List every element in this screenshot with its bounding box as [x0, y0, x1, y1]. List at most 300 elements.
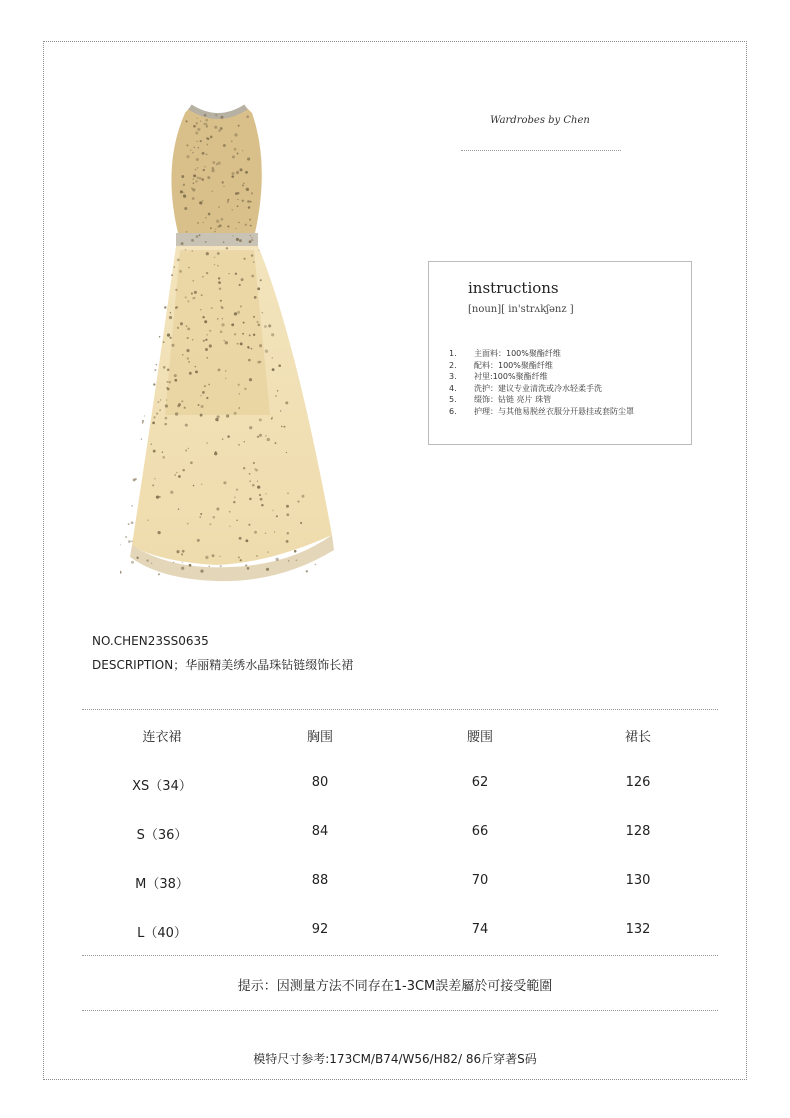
- sequin-dot: [147, 519, 148, 520]
- sequin-dot: [229, 526, 230, 527]
- sequin-dot: [171, 274, 173, 276]
- sequin-dot: [249, 480, 250, 481]
- sequin-dot: [275, 395, 277, 397]
- sequin-dot: [152, 422, 155, 425]
- list-item: [449, 371, 634, 383]
- sequin-dot: [162, 456, 165, 459]
- sequin-dot: [212, 161, 215, 164]
- sequin-dot: [234, 333, 236, 335]
- sequin-dot: [186, 155, 189, 158]
- sequin-dot: [199, 516, 200, 517]
- sequin-dot: [287, 532, 289, 534]
- list-item: [449, 383, 634, 395]
- sequin-dot: [231, 141, 232, 142]
- sequin-dot: [197, 167, 198, 168]
- sequin-dot: [200, 513, 202, 515]
- sequin-dot: [214, 264, 215, 265]
- sequin-dot: [234, 133, 237, 136]
- sequin-dot: [287, 492, 289, 494]
- sequin-dot: [216, 419, 219, 422]
- sequin-dot: [251, 239, 253, 241]
- sequin-dot: [272, 368, 275, 371]
- dress-image: [120, 95, 370, 600]
- sequin-dot: [131, 505, 132, 506]
- sequin-dot: [294, 550, 297, 553]
- sequin-dot: [176, 306, 178, 308]
- sequin-dot: [214, 256, 216, 258]
- sequin-dot: [202, 152, 205, 155]
- sequin-dot: [187, 357, 189, 359]
- size-cell: XS（34）: [132, 779, 192, 794]
- list-item-number: 6.: [449, 406, 457, 416]
- sequin-dot: [238, 556, 240, 558]
- bust-cell: 84: [311, 824, 329, 839]
- sequin-dot: [240, 168, 243, 171]
- sequin-dot: [154, 369, 156, 371]
- sequin-dot: [300, 522, 302, 524]
- sequin-dot: [203, 169, 205, 171]
- sequin-dot: [236, 519, 238, 521]
- sequin-dot: [209, 344, 212, 347]
- sequin-dot: [250, 225, 252, 227]
- sequin-dot: [199, 177, 202, 180]
- sequin-dot: [220, 127, 223, 130]
- sequin-dot: [296, 559, 298, 561]
- sequin-dot: [176, 550, 179, 553]
- sequin-dot: [239, 537, 242, 540]
- sequin-dot: [183, 192, 184, 193]
- sequin-dot: [185, 424, 188, 427]
- sequin-dot: [160, 399, 161, 400]
- sequin-dot: [159, 336, 161, 338]
- sequin-dot: [136, 557, 138, 559]
- sequin-dot: [242, 333, 244, 335]
- sequin-dot: [254, 296, 257, 299]
- sequin-dot: [261, 504, 263, 506]
- sequin-dot: [246, 115, 249, 118]
- sequin-dot: [120, 544, 121, 546]
- sequin-dot: [262, 312, 264, 314]
- sequin-dot: [253, 261, 255, 263]
- sequin-dot: [217, 252, 220, 255]
- sequin-dot: [190, 461, 193, 464]
- sequin-dot: [249, 426, 252, 429]
- sequin-dot: [206, 334, 207, 335]
- sequin-dot: [128, 540, 131, 543]
- sequin-dot: [200, 569, 203, 572]
- sequin-dot: [131, 521, 134, 524]
- sequin-dot: [259, 344, 262, 347]
- sequin-dot: [212, 554, 215, 557]
- sequin-dot: [201, 294, 203, 296]
- sequin-dot: [242, 150, 243, 151]
- sequin-dot: [249, 498, 252, 501]
- sequin-dot: [142, 422, 144, 424]
- sequin-dot: [185, 249, 186, 250]
- sequin-dot: [192, 152, 194, 154]
- header-bust: 胸围: [306, 730, 333, 745]
- product-description: DESCRIPTION；华丽精美绣水晶珠钻链缀饰长裙: [92, 658, 354, 672]
- list-item-text: 洗护：建议专业清洗或冷水轻柔手洗: [474, 383, 602, 393]
- sequin-dot: [197, 118, 198, 119]
- sequin-dot: [156, 364, 158, 366]
- sequin-dot: [205, 348, 208, 351]
- instructions-title: instructions: [468, 279, 559, 297]
- sequin-dot: [247, 200, 250, 203]
- length-cell: 128: [625, 824, 651, 839]
- sequin-dot: [281, 426, 283, 428]
- sequin-dot: [239, 284, 241, 286]
- sequin-dot: [196, 158, 199, 161]
- sequin-dot: [202, 316, 204, 318]
- sequin-dot: [236, 171, 239, 174]
- instructions-phonetic: [noun][ in'strʌkʃənz ]: [468, 304, 574, 315]
- waist-cell: 74: [471, 922, 489, 937]
- sequin-dot: [251, 254, 254, 257]
- sequin-dot: [169, 381, 171, 383]
- sequin-dot: [180, 190, 183, 193]
- sequin-dot: [185, 450, 187, 452]
- sequin-dot: [197, 222, 199, 224]
- sequin-dot: [158, 573, 160, 575]
- sequin-dot: [182, 550, 185, 553]
- sequin-dot: [258, 250, 259, 251]
- sequin-dot: [192, 250, 193, 251]
- sequin-dot: [165, 417, 168, 420]
- size-cell: S（36）: [136, 828, 188, 843]
- sequin-dot: [276, 515, 278, 517]
- sequin-dot: [238, 384, 240, 386]
- sequin-dot: [156, 412, 158, 414]
- sequin-dot: [166, 399, 167, 400]
- sequin-dot: [120, 571, 122, 574]
- sequin-dot: [240, 305, 242, 307]
- sequin-dot: [217, 318, 218, 319]
- sequin-dot: [170, 491, 173, 494]
- waist-cell: 62: [471, 775, 489, 790]
- sequin-dot: [247, 567, 250, 570]
- sequin-dot: [265, 532, 267, 534]
- sequin-dot: [183, 184, 185, 186]
- sequin-dot: [206, 272, 208, 274]
- sequin-dot: [222, 438, 223, 439]
- sequin-dot: [217, 415, 220, 418]
- sequin-dot: [248, 359, 251, 362]
- sequin-dot: [265, 493, 266, 494]
- list-item-text: 配料：100%聚酯纤维: [474, 360, 553, 370]
- sequin-dot: [218, 281, 221, 284]
- brand-signature: Wardrobes by Chen: [490, 115, 590, 126]
- sequin-dot: [238, 125, 240, 127]
- sequin-dot: [204, 385, 206, 387]
- sequin-dot: [238, 222, 240, 224]
- sequin-dot: [205, 241, 207, 243]
- sequin-dot: [197, 128, 200, 131]
- sequin-dot: [257, 485, 260, 488]
- sequin-dot: [200, 140, 202, 142]
- sequin-dot: [175, 412, 178, 415]
- sequin-dot: [225, 370, 226, 371]
- sequin-dot: [195, 131, 198, 134]
- sequin-dot: [178, 508, 179, 509]
- sequin-dot: [184, 407, 186, 409]
- sequin-dot: [205, 217, 207, 219]
- sequin-dot: [234, 412, 237, 415]
- sequin-dot: [201, 405, 204, 408]
- sequin-dot: [186, 120, 188, 122]
- sequin-dot: [194, 291, 197, 294]
- sequin-dot: [256, 555, 258, 557]
- sequin-dot: [306, 570, 308, 572]
- sequin-dot: [193, 485, 195, 487]
- sequin-dot: [265, 350, 268, 353]
- waist-cell: 66: [471, 824, 489, 839]
- sequin-dot: [195, 169, 197, 171]
- sequin-dot: [231, 175, 234, 178]
- sequin-dot: [164, 423, 166, 425]
- sequin-dot: [240, 559, 242, 561]
- sequin-dot: [209, 566, 210, 567]
- sequin-dot: [264, 325, 267, 328]
- sequin-dot: [234, 312, 237, 315]
- instructions-box: [428, 261, 692, 445]
- sequin-dot: [131, 541, 132, 542]
- sequin-dot: [286, 505, 289, 508]
- sequin-dot: [257, 436, 259, 438]
- sequin-dot: [217, 161, 220, 164]
- sequin-dot: [227, 200, 229, 202]
- sequin-dot: [223, 186, 224, 187]
- sequin-dot: [216, 508, 219, 511]
- sequin-dot: [260, 279, 262, 281]
- sequin-dot: [259, 418, 262, 421]
- sequin-dot: [220, 330, 223, 333]
- sequin-dot: [200, 414, 203, 417]
- sequin-dot: [181, 242, 184, 245]
- sequin-dot: [209, 330, 211, 332]
- sequin-dot: [186, 325, 188, 327]
- bust-cell: 88: [311, 873, 329, 888]
- sequin-dot: [215, 228, 216, 229]
- sequin-dot: [225, 341, 228, 344]
- sequin-dot: [253, 462, 255, 464]
- sequin-dot: [259, 494, 261, 496]
- sequin-dot: [209, 523, 211, 525]
- sequin-dot: [202, 200, 203, 201]
- sequin-dot: [220, 565, 222, 567]
- sequin-dot: [157, 401, 159, 403]
- list-item-number: 1.: [449, 349, 457, 358]
- sequin-dot: [159, 410, 160, 411]
- sequin-dot: [214, 126, 217, 129]
- list-item-text: 护理：与其他易脱丝衣服分开悬挂或套防尘罩: [474, 406, 634, 416]
- sequin-dot: [219, 556, 220, 557]
- sequin-dot: [218, 277, 220, 279]
- sequin-dot: [194, 147, 195, 148]
- sequin-dot: [277, 390, 278, 391]
- sequin-dot: [239, 239, 242, 242]
- list-item: [449, 406, 634, 418]
- sequin-dot: [211, 191, 213, 193]
- sequin-dot: [238, 444, 240, 446]
- sequin-dot: [213, 516, 216, 519]
- sequin-dot: [162, 451, 164, 453]
- sequin-dot: [315, 564, 317, 566]
- sequin-dot: [220, 300, 222, 302]
- instructions-list: [449, 348, 634, 418]
- list-item-text: 衬里:100%聚酯纤维: [474, 372, 548, 382]
- sequin-dot: [247, 157, 250, 160]
- sequin-dot: [227, 435, 230, 438]
- sequin-dot: [215, 114, 217, 116]
- sequin-dot: [193, 182, 195, 184]
- sequin-dot: [244, 388, 247, 391]
- sequin-dot: [248, 347, 250, 349]
- list-item-number: 3.: [449, 372, 457, 382]
- sequin-dot: [206, 252, 209, 255]
- sequin-dot: [271, 417, 273, 419]
- sequin-dot: [195, 180, 197, 182]
- sequin-dot: [268, 324, 271, 327]
- sequin-dot: [193, 174, 196, 177]
- sequin-dot: [244, 441, 245, 442]
- sequin-dot: [166, 381, 168, 383]
- sequin-dot: [166, 387, 168, 389]
- sequin-dot: [232, 155, 235, 158]
- sequin-dot: [154, 478, 156, 480]
- sequin-dot: [186, 349, 189, 352]
- sequin-dot: [187, 300, 189, 302]
- sequin-dot: [176, 472, 177, 473]
- sequin-dot: [186, 231, 187, 232]
- sequin-dot: [285, 401, 288, 404]
- sequin-dot: [249, 378, 252, 381]
- sequin-dot: [226, 414, 229, 417]
- sequin-dot: [192, 280, 194, 282]
- sequin-dot: [251, 192, 253, 194]
- sequin-dot: [267, 551, 268, 552]
- sequin-dot: [173, 562, 174, 563]
- sequin-dot: [245, 539, 248, 542]
- sequin-dot: [242, 184, 244, 186]
- sequin-dot: [206, 154, 208, 156]
- sequin-dot: [202, 391, 205, 394]
- sequin-dot: [297, 500, 299, 502]
- sequin-dot: [218, 206, 220, 208]
- model-info: 模特尺寸参考:173CM/B74/W56/H82/ 86斤穿著S码: [253, 1052, 537, 1066]
- sequin-dot: [246, 188, 249, 191]
- sequin-dot: [254, 531, 257, 534]
- sequin-dot: [165, 404, 168, 407]
- sequin-dot: [196, 141, 198, 143]
- list-item: [449, 360, 634, 372]
- sequin-dot: [206, 144, 208, 146]
- sequin-dot: [237, 343, 239, 345]
- bust-cell: 80: [311, 775, 329, 790]
- sequin-dot: [221, 323, 224, 326]
- sequin-dot: [192, 339, 193, 340]
- sequin-dot: [218, 129, 221, 132]
- sequin-dot: [144, 415, 145, 416]
- sequin-dot: [188, 448, 189, 449]
- sequin-dot: [191, 293, 193, 295]
- sequin-dot: [141, 438, 142, 439]
- sequin-dot: [225, 378, 226, 379]
- sequin-dot: [188, 361, 190, 363]
- sequin-dot: [151, 443, 152, 444]
- sequin-dot: [221, 306, 223, 308]
- sequin-dot: [243, 322, 245, 324]
- sequin-dot: [125, 536, 127, 538]
- sequin-dot: [271, 333, 274, 336]
- sequin-dot: [211, 307, 213, 309]
- sequin-dot: [284, 426, 286, 428]
- sequin-dot: [181, 553, 183, 555]
- sequin-dot: [228, 273, 229, 274]
- sequin-dot: [204, 114, 207, 117]
- sequin-dot: [181, 175, 184, 178]
- sequin-dot: [200, 395, 201, 396]
- sequin-dot: [192, 297, 195, 300]
- sequin-dot: [243, 258, 245, 260]
- sequin-dot: [214, 452, 217, 455]
- sequin-dot: [204, 320, 207, 323]
- sequin-dot: [275, 442, 277, 444]
- list-item: [449, 394, 634, 406]
- sequin-dot: [302, 495, 305, 498]
- sequin-dot: [229, 511, 231, 513]
- sequin-dot: [234, 148, 237, 151]
- sequin-dot: [200, 120, 201, 121]
- sequin-dot: [192, 188, 195, 191]
- sequin-dot: [210, 227, 212, 229]
- sequin-dot: [226, 247, 228, 249]
- sequin-dot: [190, 149, 192, 151]
- sequin-dot: [198, 147, 200, 149]
- sequin-dot: [232, 235, 233, 236]
- sequin-dot: [206, 442, 208, 444]
- sequin-dot: [280, 410, 281, 411]
- sequin-dot: [185, 296, 187, 298]
- sequin-dot: [206, 125, 208, 127]
- sequin-dot: [199, 234, 201, 236]
- sequin-dot: [207, 176, 210, 179]
- sequin-dot: [201, 178, 204, 181]
- sequin-dot: [181, 567, 184, 570]
- sequin-dot: [235, 192, 238, 195]
- sequin-dot: [133, 478, 136, 481]
- length-cell: 130: [625, 873, 651, 888]
- sequin-dot: [235, 273, 237, 275]
- sequin-dot: [174, 266, 175, 267]
- sequin-dot: [153, 450, 156, 453]
- sequin-dot: [163, 341, 165, 343]
- sequin-dot: [217, 265, 218, 266]
- sequin-dot: [195, 366, 197, 368]
- sequin-dot: [196, 235, 199, 238]
- sequin-dot: [250, 201, 252, 203]
- sequin-dot: [202, 222, 203, 223]
- sequin-dot: [171, 344, 174, 347]
- sequin-dot: [257, 287, 260, 290]
- sequin-dot: [197, 177, 199, 179]
- sequin-dot: [243, 467, 245, 469]
- sequin-dot: [197, 539, 200, 542]
- sequin-dot: [152, 484, 154, 486]
- list-item: [449, 348, 634, 360]
- sequin-dot: [249, 473, 251, 475]
- sequin-dot: [237, 205, 239, 207]
